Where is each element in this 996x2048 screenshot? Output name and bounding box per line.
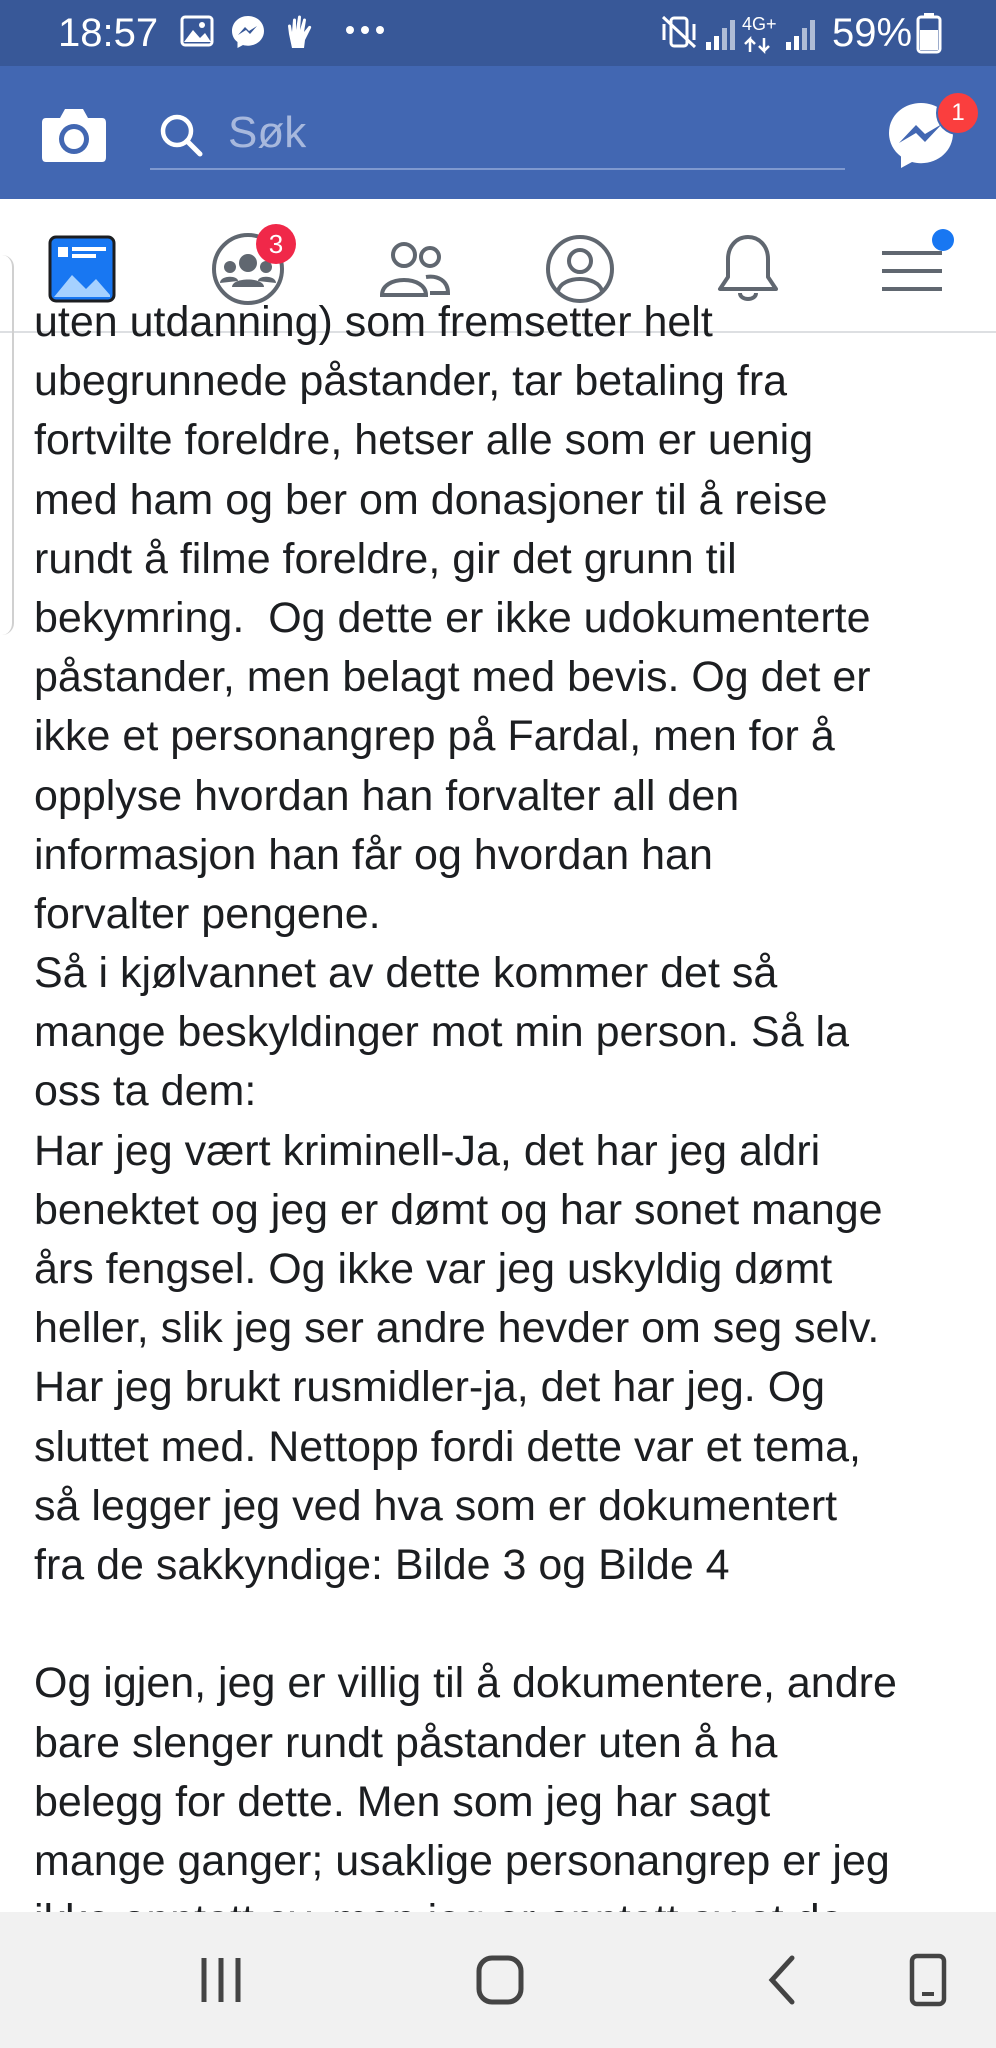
post-line: sluttet med. Nettopp fordi dette var et tema, (34, 1422, 861, 1471)
post-line: Så i kjølvannet av dette kommer det så (34, 949, 778, 998)
post-line: bekymring. Og dette er ikke udokumenterte (34, 593, 871, 642)
camera-icon[interactable] (40, 104, 108, 164)
status-bar (0, 0, 996, 66)
post-line: Har jeg brukt rusmidler-ja, det har jeg. Og (34, 1363, 826, 1412)
signal-icon-2 (784, 12, 824, 52)
post-line: bare slenger rundt påstander uten å ha (34, 1718, 778, 1767)
more-dots-icon (344, 24, 386, 36)
home-icon[interactable] (474, 1952, 526, 2008)
post-line: belegg for dette. Men som jeg har sagt (34, 1777, 771, 1826)
post-line: fra de sakkyndige: Bilde 3 og Bilde 4 (34, 1540, 730, 1589)
search-input[interactable] (226, 102, 830, 164)
search-bar[interactable] (150, 96, 845, 170)
post-line: forvalter pengene. (34, 889, 381, 938)
post-content[interactable] (0, 298, 996, 1912)
post-line: Har jeg vært kriminell-Ja, det har jeg aldri (34, 1126, 821, 1175)
post-line: fortvilte foreldre, hetser alle som er uenig (34, 416, 814, 465)
gallery-icon (180, 14, 214, 48)
post-line: oss ta dem: (34, 1067, 257, 1116)
battery-percent: 59% (832, 11, 913, 55)
post-line: års fengsel. Og ikke var jeg uskyldig dømt (34, 1245, 833, 1293)
app-bar (0, 66, 996, 199)
post-line: så legger jeg ved hva som er dokumentert (34, 1481, 838, 1530)
post-line: opplyse hvordan han forvalter all den (34, 771, 740, 820)
post-line: ikke et personangrep på Fardal, men for å (34, 712, 835, 761)
status-time: 18:57 (58, 11, 159, 55)
post-line: uten utdanning) som fremsetter helt (34, 298, 713, 346)
data-arrows-icon (742, 36, 772, 54)
recent-apps-icon[interactable] (196, 1952, 246, 2008)
signal-icon (704, 12, 744, 52)
post-line: ubegrunnede påstander, tar betaling fra (34, 357, 788, 406)
messenger-notification-icon (230, 14, 266, 50)
post-line: med ham og ber om donasjoner til å reise (34, 475, 828, 524)
post-line: rundt å filme foreldre, gir det grunn til (34, 534, 737, 583)
post-line: mange beskyldinger mot min person. Så la (34, 1008, 850, 1057)
battery-icon (916, 12, 942, 54)
system-nav-bar (0, 1912, 996, 2048)
post-line: Og igjen, jeg er villig til å dokumentere, andre (34, 1659, 897, 1708)
keyboard-toggle-icon[interactable] (908, 1952, 948, 2008)
mute-vibrate-icon (660, 14, 698, 50)
post-line: mange ganger; usaklige personangrep er jeg (34, 1836, 890, 1885)
scroll-edge (0, 255, 14, 635)
post-line: benektet og jeg er dømt og har sonet mange (34, 1185, 883, 1234)
post-line: heller, slik jeg ser andre hevder om seg selv. (34, 1304, 880, 1353)
post-line (34, 1595, 979, 1654)
search-icon (158, 112, 204, 158)
network-type: 4G+ (742, 14, 777, 34)
back-icon[interactable] (762, 1952, 802, 2008)
messenger-badge: 1 (936, 91, 980, 135)
hand-icon (284, 14, 314, 50)
menu-notification-dot (932, 229, 954, 251)
post-line: påstander, men belagt med bevis. Og det er (34, 653, 871, 702)
post-text (34, 293, 979, 1950)
post-line: informasjon han får og hvordan han (34, 830, 713, 879)
groups-badge: 3 (256, 224, 296, 264)
